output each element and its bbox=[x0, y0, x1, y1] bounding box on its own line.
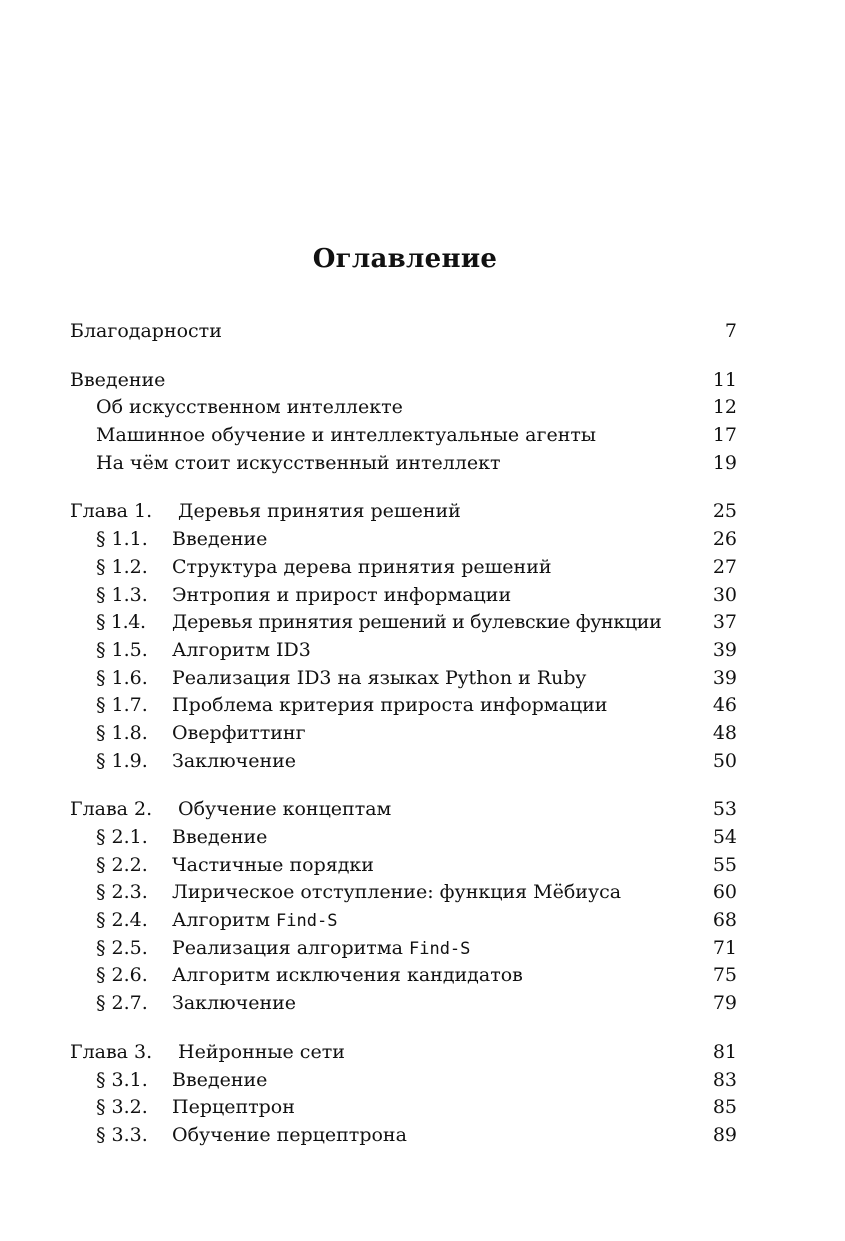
section-heading bbox=[96, 526, 707, 554]
toc-section[interactable] bbox=[70, 852, 737, 880]
section-heading bbox=[96, 879, 707, 907]
toc-entry-page: 27 bbox=[712, 555, 737, 578]
toc-section[interactable] bbox=[70, 907, 737, 935]
toc-entry-page: 25 bbox=[712, 500, 737, 523]
toc-entry-page: 12 bbox=[712, 396, 737, 419]
toc-entry-page: 7 bbox=[724, 320, 737, 342]
section-number: § 1.6. bbox=[96, 666, 148, 689]
section-title: Заключение bbox=[172, 992, 297, 1015]
toc-section[interactable] bbox=[70, 879, 737, 907]
toc-section[interactable] bbox=[70, 990, 737, 1018]
toc-section[interactable] bbox=[70, 1094, 737, 1122]
section-number: § 3.3. bbox=[96, 1123, 148, 1146]
toc-chapter-1[interactable] bbox=[70, 498, 737, 526]
toc-section[interactable] bbox=[70, 692, 737, 720]
section-title: Алгоритм bbox=[172, 909, 270, 932]
chapter-1-group bbox=[70, 498, 737, 775]
section-title: Обучение перцептрона bbox=[172, 1123, 407, 1146]
section-title: Алгоритм ID3 bbox=[172, 638, 311, 661]
section-number: § 1.7. bbox=[96, 694, 148, 717]
toc-section[interactable] bbox=[70, 637, 737, 665]
section-title: Энтропия и прирост информации bbox=[172, 583, 512, 606]
toc-section[interactable] bbox=[70, 665, 737, 693]
toc-entry-title: Машинное обучение и интеллектуальные агенты bbox=[96, 424, 597, 447]
toc-entry-title: Благодарности bbox=[70, 320, 222, 342]
section-title: Деревья принятия решений и булевские функции bbox=[172, 611, 662, 634]
chapter-3-group bbox=[70, 1039, 737, 1150]
section-title: Частичные порядки bbox=[172, 853, 374, 876]
section-number: § 1.5. bbox=[96, 638, 148, 661]
toc-section[interactable] bbox=[70, 748, 737, 776]
section-number: § 1.1. bbox=[96, 528, 148, 551]
section-title: Реализация ID3 на языках Python и Ruby bbox=[172, 666, 587, 689]
chapter-heading bbox=[70, 1039, 707, 1067]
toc-entry-page: 39 bbox=[712, 638, 737, 661]
section-heading bbox=[96, 990, 707, 1018]
section-heading bbox=[96, 1067, 707, 1095]
section-number: § 2.2. bbox=[96, 853, 148, 876]
toc-entry-page: 83 bbox=[712, 1068, 737, 1091]
toc-entry-acknowledgements[interactable] bbox=[70, 318, 737, 346]
section-heading bbox=[96, 748, 707, 776]
section-number: § 2.7. bbox=[96, 992, 148, 1015]
toc-section[interactable] bbox=[70, 582, 737, 610]
toc-section[interactable] bbox=[70, 962, 737, 990]
section-heading bbox=[96, 637, 707, 665]
toc-entry-page: 53 bbox=[712, 798, 737, 821]
section-heading bbox=[96, 554, 707, 582]
section-title: Перцептрон bbox=[172, 1096, 295, 1119]
section-number: § 2.1. bbox=[96, 826, 148, 848]
section-heading bbox=[96, 935, 707, 964]
toc-entry-page: 60 bbox=[712, 881, 737, 904]
section-number: § 2.6. bbox=[96, 964, 148, 987]
section-title: Заключение bbox=[172, 749, 297, 772]
section-number: § 3.2. bbox=[96, 1096, 148, 1119]
section-number: § 1.2. bbox=[96, 555, 148, 578]
toc-section[interactable] bbox=[70, 526, 737, 554]
toc-entry-page: 81 bbox=[712, 1040, 737, 1063]
toc-entry-page: 26 bbox=[712, 528, 737, 551]
section-heading bbox=[96, 824, 707, 852]
chapter-heading bbox=[70, 498, 707, 526]
section-number: § 2.4. bbox=[96, 909, 148, 932]
section-number: § 3.1. bbox=[96, 1068, 148, 1091]
toc-entry-page: 68 bbox=[712, 909, 737, 932]
section-heading bbox=[96, 1094, 707, 1122]
chapter-title: Обучение концептам bbox=[178, 798, 392, 821]
section-title-code: Find-S bbox=[276, 911, 338, 932]
toc-entry-page: 46 bbox=[712, 694, 737, 717]
toc-entry-page: 79 bbox=[712, 992, 737, 1015]
chapter-heading bbox=[70, 796, 707, 824]
section-title: Введение bbox=[172, 528, 268, 551]
section-heading bbox=[96, 1122, 707, 1150]
chapter-number: Глава 2. bbox=[70, 798, 153, 821]
section-number: § 2.5. bbox=[96, 936, 148, 959]
toc-chapter-2[interactable] bbox=[70, 796, 737, 824]
toc-section[interactable] bbox=[70, 609, 737, 637]
toc-entry-page: 75 bbox=[712, 964, 737, 987]
section-heading bbox=[96, 582, 707, 610]
section-number: § 1.9. bbox=[96, 749, 148, 772]
toc-subentry[interactable] bbox=[70, 394, 737, 422]
toc-section[interactable] bbox=[70, 1067, 737, 1095]
section-heading bbox=[96, 852, 707, 880]
toc-entry-page: 39 bbox=[712, 666, 737, 689]
section-number: § 1.4. bbox=[96, 611, 146, 634]
toc-entry-page: 55 bbox=[712, 853, 737, 876]
chapter-title: Нейронные сети bbox=[178, 1040, 345, 1063]
toc-section[interactable] bbox=[70, 935, 737, 963]
toc-entry-introduction[interactable] bbox=[70, 367, 737, 395]
toc-entry-page: 85 bbox=[712, 1096, 737, 1119]
section-heading bbox=[96, 907, 707, 936]
chapter-number: Глава 1. bbox=[70, 500, 153, 523]
section-title: Реализация алгоритма bbox=[172, 936, 403, 959]
section-number: § 1.8. bbox=[96, 721, 148, 744]
introduction-group bbox=[70, 367, 737, 478]
toc-section[interactable] bbox=[70, 824, 737, 852]
toc-entry-page: 50 bbox=[712, 749, 737, 772]
toc-subentry[interactable] bbox=[70, 450, 737, 478]
toc-entry-title: На чём стоит искусственный интеллект bbox=[96, 451, 501, 474]
front-matter-group bbox=[70, 318, 737, 346]
toc-entry-page: 19 bbox=[712, 451, 737, 474]
toc-entry-page: 89 bbox=[712, 1123, 737, 1146]
toc-entry-page: 37 bbox=[712, 611, 737, 634]
section-title-code: Find-S bbox=[408, 938, 471, 959]
section-title: Алгоритм исключения кандидатов bbox=[172, 964, 523, 987]
table-of-contents bbox=[70, 318, 737, 1171]
section-title: Оверфиттинг bbox=[172, 721, 306, 744]
section-heading bbox=[96, 692, 707, 720]
toc-subentry[interactable] bbox=[70, 422, 737, 450]
toc-chapter-3[interactable] bbox=[70, 1039, 737, 1067]
toc-entry-title: Об искусственном интеллекте bbox=[96, 396, 403, 419]
toc-section[interactable] bbox=[70, 554, 737, 582]
toc-entry-page: 30 bbox=[712, 583, 737, 606]
chapter-number: Глава 3. bbox=[70, 1040, 153, 1063]
section-heading bbox=[96, 962, 707, 990]
toc-entry-page: 48 bbox=[712, 721, 737, 744]
section-title: Введение bbox=[172, 826, 268, 848]
chapter-title: Деревья принятия решений bbox=[178, 500, 461, 523]
section-number: § 1.3. bbox=[96, 583, 148, 606]
toc-entry-page: 71 bbox=[712, 936, 737, 959]
toc-entry-page: 54 bbox=[712, 826, 737, 848]
toc-entry-page: 11 bbox=[712, 368, 737, 391]
toc-entry-title: Введение bbox=[70, 368, 166, 391]
toc-entry-page: 17 bbox=[712, 424, 737, 447]
toc-section[interactable] bbox=[70, 1122, 737, 1150]
section-title: Введение bbox=[172, 1068, 268, 1091]
section-heading bbox=[96, 720, 707, 748]
section-title: Структура дерева принятия решений bbox=[172, 555, 552, 578]
section-title: Лирическое отступление: функция Мёбиуса bbox=[172, 881, 622, 904]
section-heading bbox=[96, 665, 707, 693]
chapter-2-group bbox=[70, 796, 737, 1018]
section-number: § 2.3. bbox=[96, 881, 148, 904]
toc-section[interactable] bbox=[70, 720, 737, 748]
page-title: Оглавление bbox=[312, 244, 498, 274]
section-heading bbox=[96, 609, 707, 637]
section-title: Проблема критерия прироста информации bbox=[172, 694, 608, 717]
